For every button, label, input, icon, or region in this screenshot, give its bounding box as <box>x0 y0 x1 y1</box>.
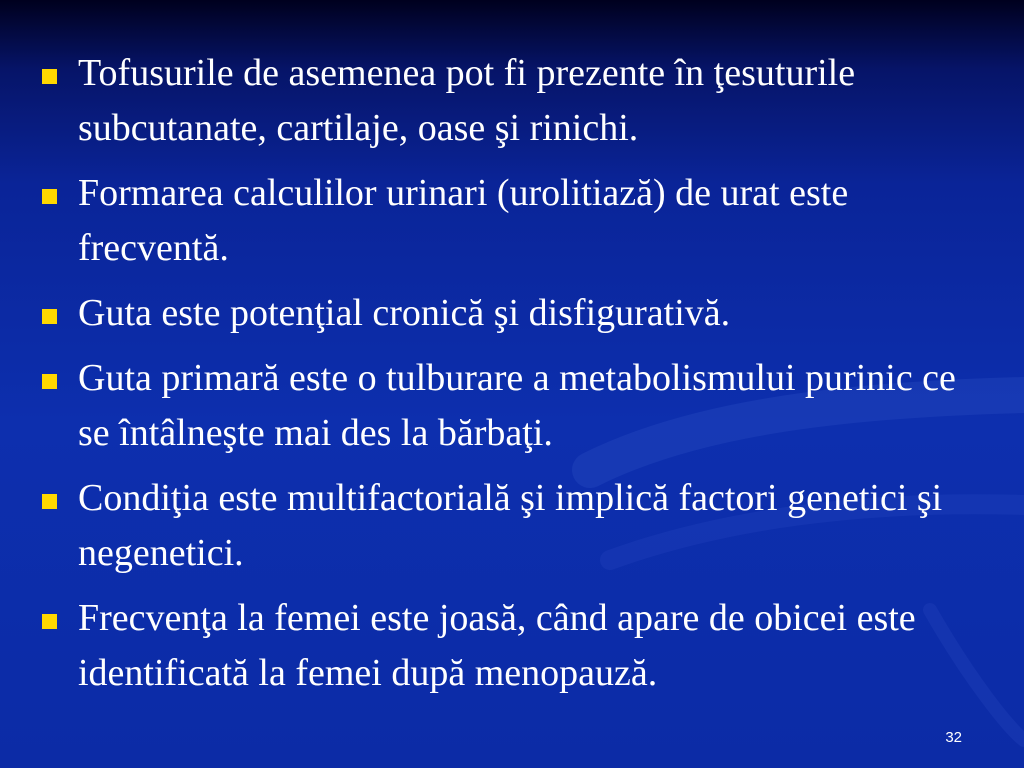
bullet-item <box>40 591 990 701</box>
square-bullet-icon <box>42 309 57 324</box>
bullet-item <box>40 471 990 581</box>
bullet-item <box>40 286 990 341</box>
bullet-text: Condiţia este multifactorială şi implică factori genetici şi negenetici. <box>78 477 943 574</box>
bullet-item <box>40 351 990 461</box>
bullet-text: Formarea calculilor urinari (urolitiază) de urat este frecventă. <box>78 172 849 269</box>
bullet-item <box>40 166 990 276</box>
square-bullet-icon <box>42 494 57 509</box>
bullet-text: Tofusurile de asemenea pot fi prezente în ţesuturile subcutanate, cartilaje, oase şi rinichi. <box>78 52 856 149</box>
bullet-item <box>40 46 990 156</box>
bullet-text: Guta primară este o tulburare a metabolismului purinic ce se întâlneşte mai des la bărbaţi. <box>78 357 956 454</box>
bullet-text: Frecvenţa la femei este joasă, când apare de obicei este identificată la femei după menopauză. <box>78 597 916 694</box>
bullet-text: Guta este potenţial cronică şi disfigurativă. <box>78 292 731 334</box>
square-bullet-icon <box>42 374 57 389</box>
square-bullet-icon <box>42 189 57 204</box>
square-bullet-icon <box>42 614 57 629</box>
bullet-list <box>40 46 990 711</box>
square-bullet-icon <box>42 69 57 84</box>
slide-number: 32 <box>945 729 962 746</box>
